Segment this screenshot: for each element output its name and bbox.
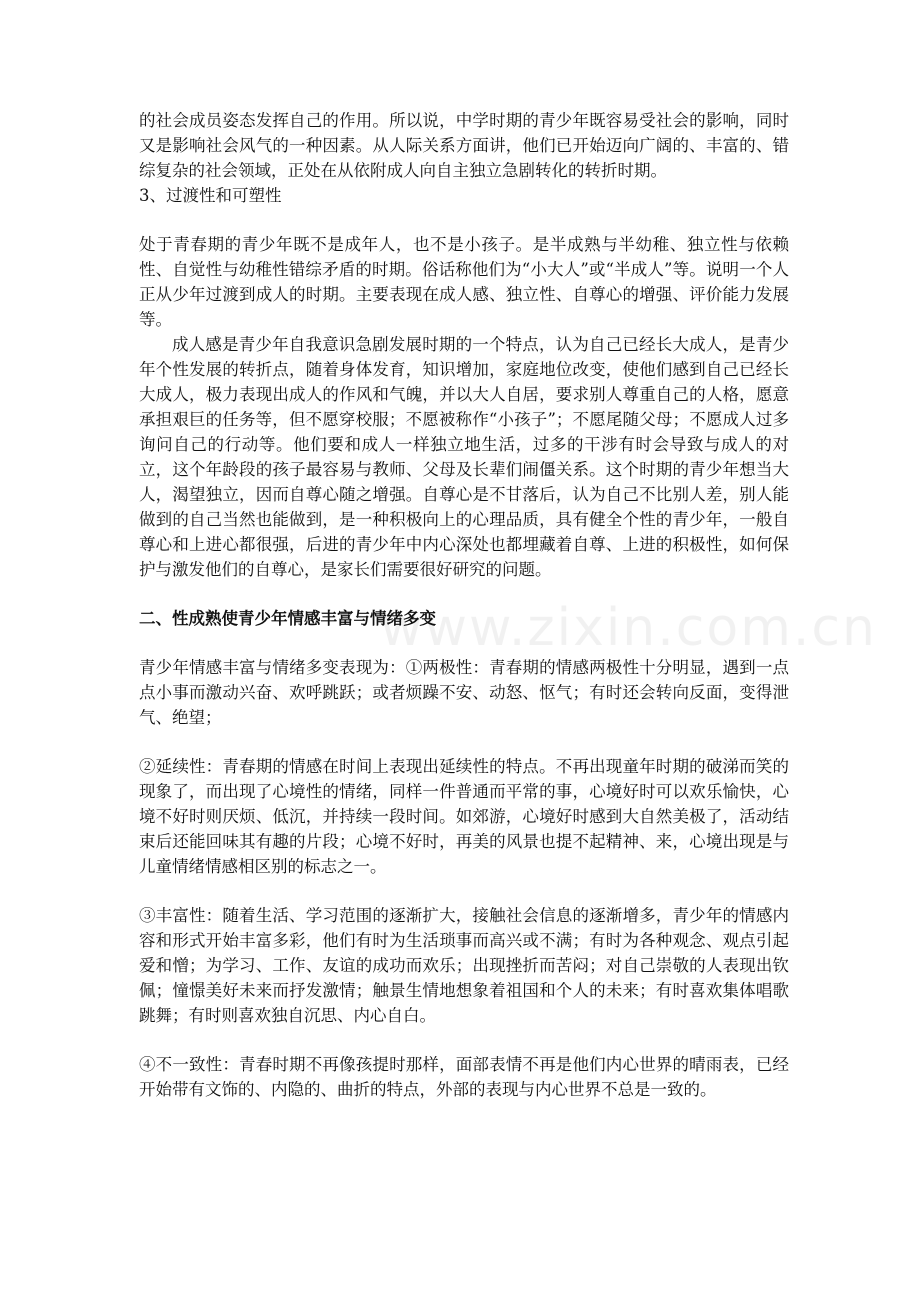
- paragraph-transition: 处于青春期的青少年既不是成年人，也不是小孩子。是半成熟与半幼稚、独立性与依赖性、自觉性与幼稚性错综矛盾的时期。俗话称他们为“小大人”或“半成人”等。说明一个人正从少年过渡到成人的时期。主要表现在成人感、独立性、自尊心的增强、评价能力发展等。: [139, 235, 789, 329]
- document-page: [139, 108, 789, 1102]
- paragraph-intro-continued: 的社会成员姿态发挥自己的作用。所以说，中学时期的青少年既容易受社会的影响，同时又是影响社会风气的一种因素。从人际关系方面讲，他们已开始迈向广阔的、丰富的、错综复杂的社会领域，正处在从依附成人向自主独立急剧转化的转折时期。: [139, 111, 789, 180]
- paragraph-continuity: ②延续性：青春期的情感在时间上表现出延续性的特点。不再出现童年时期的破涕而笑的现象了，而出现了心境性的情绪，同样一件普通而平常的事，心境好时可以欢乐愉快，心境不好时则厌烦、低沉，并持续一段时间。如郊游，心境好时感到大自然美极了，活动结束后还能回味其有趣的片段；心境不好时，再美的风景也提不起精神、来，心境出现是与儿童情绪情感相区别的标志之一。: [139, 757, 789, 876]
- paragraph-richness: ③丰富性：随着生活、学习范围的逐渐扩大，接触社会信息的逐渐增多，青少年的情感内容和形式开始丰富多彩，他们有时为生活琐事而高兴或不满；有时为各种观念、观点引起爱和憎；为学习、工作、友谊的成功而欢乐；出现挫折而苦闷；对自己崇敬的人表现出钦佩；憧憬美好未来而抒发激情；触景生情地想象着祖国和个人的未来；有时喜欢集体唱歌跳舞；有时则喜欢独自沉思、内心自白。: [139, 906, 789, 1025]
- paragraph-inconsistency: ④不一致性：青春时期不再像孩提时那样，面部表情不再是他们内心世界的晴雨表，已经开始带有文饰的、内隐的、曲折的特点，外部的表现与内心世界不总是一致的。: [139, 1055, 789, 1099]
- subheading-transition: 3、过渡性和可塑性: [139, 186, 282, 205]
- section-heading-emotion: 二、性成熟使青少年情感丰富与情绪多变: [139, 609, 436, 628]
- watermark: www.zixin.com.cn: [380, 598, 877, 658]
- paragraph-polarity: 青少年情感丰富与情绪多变表现为：①两极性：青春期的情感两极性十分明显，遇到一点点小事而激动兴奋、欢呼跳跃；或者烦躁不安、动怒、怄气；有时还会转向反面，变得泄气、绝望；: [139, 658, 789, 727]
- paragraph-adult-sense: 成人感是青少年自我意识急剧发展时期的一个特点，认为自己已经长大成人，是青少年个性发展的转折点，随着身体发育，知识增加，家庭地位改变，使他们感到自己已经长大成人，极力表现出成人的作风和气魄，并以大人自居，要求别人尊重自己的人格，愿意承担艰巨的任务等，但不愿穿校服；不愿被称作“小孩子”；不愿尾随父母；不愿成人过多询问自己的行动等。他们要和成人一样独立地生活，过多的干涉有时会导致与成人的对立，这个年龄段的孩子最容易与教师、父母及长辈们闹僵关系。这个时期的青少年想当大人，渴望独立，因而自尊心随之增强。自尊心是不甘落后，认为自己不比别人差，别人能做到的自己当然也能做到，是一种积极向上的心理品质，具有健全个性的青少年，一般自尊心和上进心都很强，后进的青少年中内心深处也都埋藏着自尊、上进的积极性，如何保护与激发他们的自尊心，是家长们需要很好研究的问题。: [139, 335, 789, 579]
